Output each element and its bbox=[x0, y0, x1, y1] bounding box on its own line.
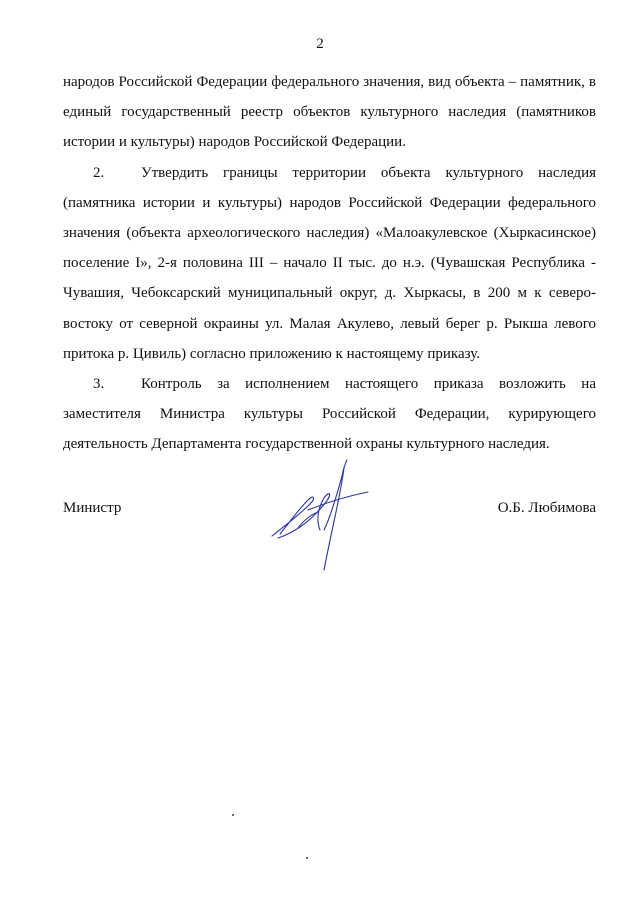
page-number: 2 bbox=[316, 36, 324, 52]
paragraph-item-2 bbox=[63, 158, 596, 369]
signer-title: Министр bbox=[63, 500, 122, 516]
scan-speck bbox=[306, 857, 308, 859]
handwritten-signature bbox=[268, 458, 378, 573]
paragraph-continuation: народов Российской Федерации федерального значения, вид объекта – памятник, в единый государственный реестр объектов культурного наследия (памятников истории и культуры) народов Российской Федерации. bbox=[63, 74, 596, 151]
item-number: 3. bbox=[93, 376, 105, 393]
signer-name: О.Б. Любимова bbox=[497, 500, 596, 516]
item-number: 2. bbox=[93, 164, 105, 181]
paragraph-item-3 bbox=[63, 369, 596, 460]
item-text: Контроль за исполнением настоящего приказа возложить на заместителя Министра культуры Российской Федерации, курирующего деятельность Департамента государственной охраны культурного наследия. bbox=[63, 376, 596, 453]
document-body bbox=[63, 67, 596, 460]
item-text: Утвердить границы территории объекта культурного наследия (памятника истории и культуры) народов Российской Федерации федерального значения (объекта археологического наследия) «Малоакулевское (Хыркасинское) поселение I», 2-я половина III – начало II тыс. до н.э. (Чувашская Республика - Чувашия, Чебоксарский муниципальный округ, д. Хыркасы, в 200 м к северо-востоку от северной окраины ул. Малая Акулево, левый берег р. Рыкша левого притока р. Цивиль) согласно приложению к настоящему приказу. bbox=[63, 164, 596, 362]
scan-speck bbox=[232, 814, 234, 816]
